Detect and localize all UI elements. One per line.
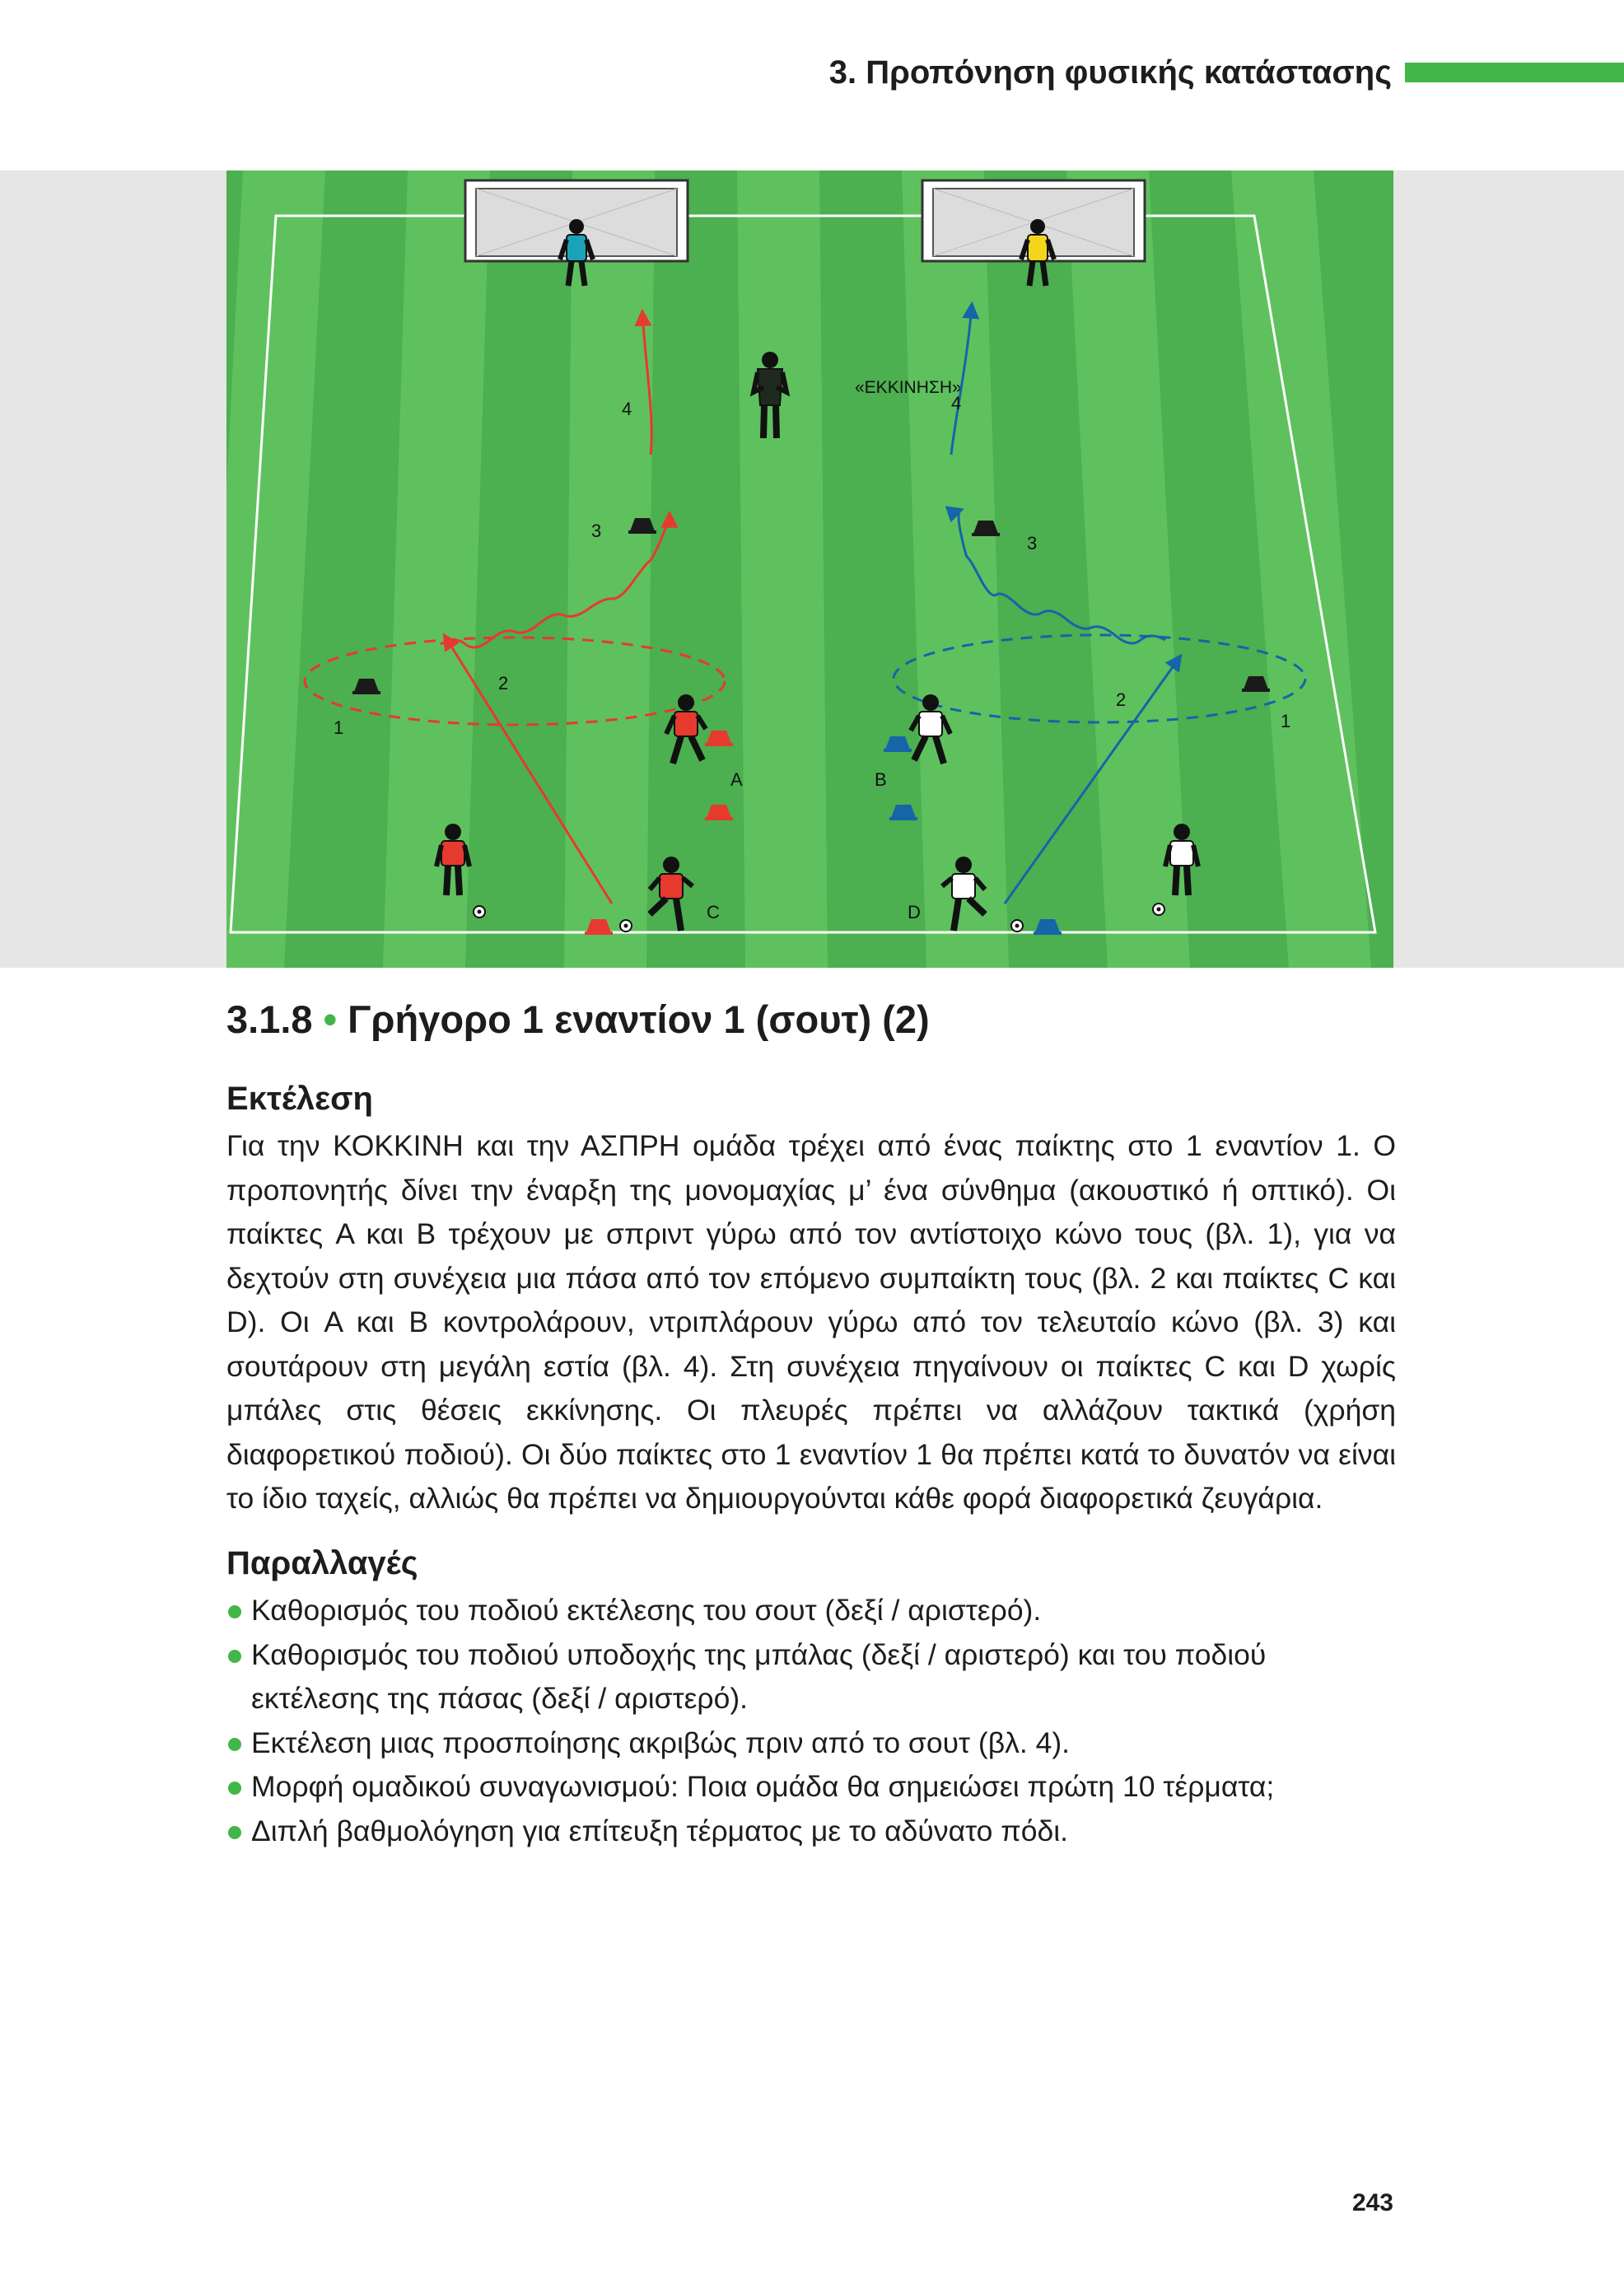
label-step-3-left: 3 bbox=[591, 521, 602, 541]
list-item: Διπλή βαθμολόγηση για επίτευξη τέρματος με το αδύνατο πόδι. bbox=[226, 1810, 1396, 1854]
ball bbox=[1153, 904, 1164, 915]
label-player-d: D bbox=[908, 902, 921, 922]
running-head: 3. Προπόνηση φυσικής κατάστασης bbox=[828, 54, 1392, 91]
label-step-2-right: 2 bbox=[1116, 689, 1127, 710]
variations-list bbox=[226, 1589, 1396, 1853]
training-drill-diagram bbox=[226, 170, 1393, 968]
label-step-3-right: 3 bbox=[1027, 533, 1038, 553]
list-item: Εκτέλεση μιας προσποίησης ακριβώς πριν από το σουτ (βλ. 4). bbox=[226, 1721, 1396, 1766]
list-item: Μορφή ομαδικού συναγωνισμού: Ποια ομάδα θα σημειώσει πρώτη 10 τέρματα; bbox=[226, 1765, 1396, 1810]
list-item: Καθορισμός του ποδιού υποδοχής της μπάλας (δεξί / αριστερό) και του ποδιού εκτέλεσης της πάσας (δεξί / αριστερό). bbox=[226, 1633, 1396, 1721]
page-number: 243 bbox=[1351, 2189, 1393, 2216]
section-title bbox=[226, 997, 1396, 1042]
variations-heading: Παραλλαγές bbox=[226, 1545, 418, 1581]
label-step-4-left: 4 bbox=[622, 399, 632, 419]
start-label: «ΕΚΚΙΝΗΣΗ» bbox=[855, 378, 962, 397]
label-player-b: B bbox=[875, 769, 887, 790]
header-accent-bar bbox=[1405, 63, 1624, 82]
ball bbox=[620, 920, 632, 932]
title-bullet: • bbox=[323, 997, 338, 1041]
ball bbox=[474, 906, 485, 918]
label-player-a: A bbox=[730, 769, 743, 790]
label-step-1-left: 1 bbox=[334, 717, 344, 738]
label-player-c: C bbox=[707, 902, 720, 922]
ball bbox=[1011, 920, 1023, 932]
execution-heading: Εκτέλεση bbox=[226, 1081, 373, 1117]
label-step-2-left: 2 bbox=[498, 673, 509, 694]
section-number: 3.1.8 bbox=[226, 997, 313, 1041]
execution-text: Για την ΚΟΚΚΙΝΗ και την ΑΣΠΡΗ ομάδα τρέχει από ένας παίκτης στο 1 εναντίον 1. Ο προπονητής δίνει την έναρξη της μονομαχίας μ’ ένα σύνθημα (ακουστικό ή οπτικό). Οι παίκτες A και B τρέχουν με σπριντ γύρω από τον αντίστοιχο κώνο τους (βλ. 1), για να δεχτούν στη συνέχεια μια πάσα από τον επόμενο συμπαίκτη τους (βλ. 2 και παίκτες C και D). Οι A και B κοντρολάρουν, ντριπλάρουν γύρω από τον τελευταίο κώνο (βλ. 3) και σουτάρουν στη μεγάλη εστία (βλ. 4). Στη συνέχεια πηγαίνουν οι παίκτες C και D χωρίς μπάλες στις θέσεις εκκίνησης. Οι πλευρές πρέπει να αλλάζουν τακτικά (χρήση διαφορετικού ποδιού). Οι δύο παίκτες στο 1 εναντίον 1 θα πρέπει κατά το δυνατόν να είναι το ίδιο ταχείς, αλλιώς θα πρέπει να δημιουργούνται κάθε φορά διαφορετικά ζευγάρια. bbox=[226, 1129, 1396, 1515]
section-title-text: Γρήγορο 1 εναντίον 1 (σουτ) (2) bbox=[348, 997, 930, 1041]
label-step-1-right: 1 bbox=[1281, 711, 1291, 731]
label-step-4-right: 4 bbox=[951, 393, 962, 413]
list-item: Καθορισμός του ποδιού εκτέλεσης του σουτ (δεξί / αριστερό). bbox=[226, 1589, 1396, 1633]
